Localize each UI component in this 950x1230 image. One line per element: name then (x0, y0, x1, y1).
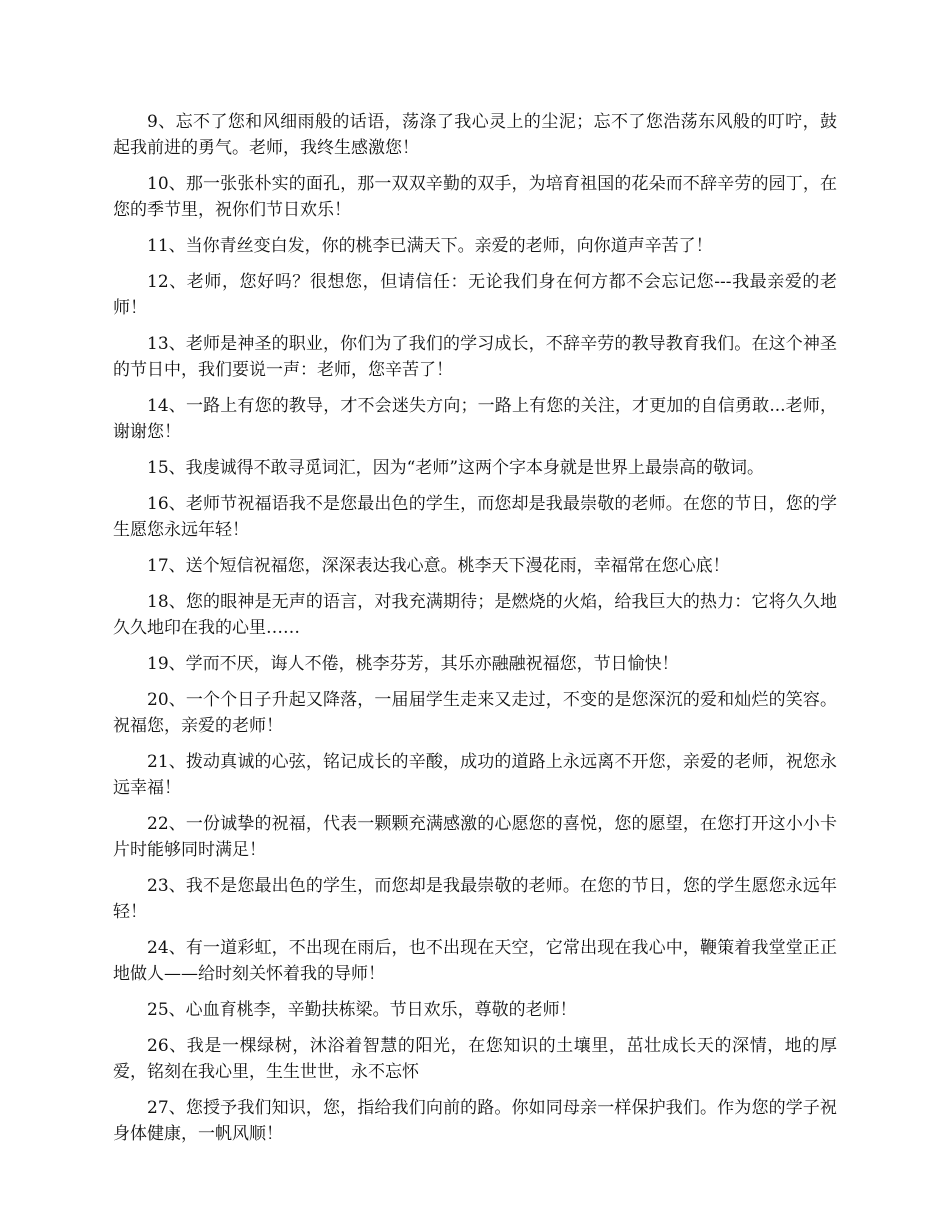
paragraph-21: 21、拨动真诚的心弦，铭记成长的辛酸，成功的道路上永远离不开您，亲爱的老师，祝您永远幸福！ (113, 752, 837, 798)
paragraph-13: 13、老师是神圣的职业，你们为了我们的学习成长，不辞辛劳的教导教育我们。在这个神圣的节日中，我们要说一声：老师，您辛苦了！ (113, 334, 837, 380)
paragraph-10: 10、那一张张朴实的面孔，那一双双辛勤的双手，为培育祖国的花朵而不辞辛劳的园丁，在您的季节里，祝你们节日欢乐！ (113, 174, 837, 220)
paragraph-14: 14、一路上有您的教导，才不会迷失方向；一路上有您的关注，才更加的自信勇敢...老师，谢谢您！ (113, 396, 837, 442)
document-body (113, 109, 837, 1157)
paragraph-22: 22、一份诚挚的祝福，代表一颗颗充满感激的心愿您的喜悦，您的愿望，在您打开这小小卡片时能够同时满足！ (113, 814, 837, 860)
paragraph-20: 20、一个个日子升起又降落，一届届学生走来又走过，不变的是您深沉的爱和灿烂的笑容。祝福您，亲爱的老师！ (113, 690, 837, 736)
paragraph-11: 11、当你青丝变白发，你的桃李已满天下。亲爱的老师，向你道声辛苦了！ (147, 236, 713, 256)
paragraph-24: 24、有一道彩虹，不出现在雨后，也不出现在天空，它常出现在我心中，鞭策着我堂堂正正地做人——给时刻关怀着我的导师！ (113, 938, 837, 984)
paragraph-26: 26、我是一棵绿树，沐浴着智慧的阳光，在您知识的土壤里，茁壮成长天的深情，地的厚爱，铭刻在我心里，生生世世，永不忘怀 (113, 1036, 837, 1082)
paragraph-19: 19、学而不厌，诲人不倦，桃李芬芳，其乐亦融融祝福您，节日愉快！ (147, 654, 679, 674)
paragraph-16: 16、老师节祝福语我不是您最出色的学生，而您却是我最崇敬的老师。在您的节日，您的学生愿您永远年轻！ (113, 494, 837, 540)
paragraph-23: 23、我不是您最出色的学生，而您却是我最崇敬的老师。在您的节日，您的学生愿您永远年轻！ (113, 876, 837, 922)
paragraph-12: 12、老师，您好吗？很想您，但请信任：无论我们身在何方都不会忘记您---我最亲爱的老师！ (113, 272, 837, 318)
paragraph-18: 18、您的眼神是无声的语言，对我充满期待；是燃烧的火焰，给我巨大的热力：它将久久地久久地印在我的心里…… (113, 592, 837, 638)
paragraph-15: 15、我虔诚得不敢寻觅词汇，因为“老师”这两个字本身就是世界上最崇高的敬词。 (147, 458, 765, 478)
paragraph-9: 9、忘不了您和风细雨般的话语，荡涤了我心灵上的尘泥；忘不了您浩荡东风般的叮咛，鼓起我前进的勇气。老师，我终生感激您！ (113, 112, 837, 158)
paragraph-27: 27、您授予我们知识，您，指给我们向前的路。你如同母亲一样保护我们。作为您的学子祝身体健康，一帆风顺！ (113, 1098, 837, 1144)
paragraph-17: 17、送个短信祝福您，深深表达我心意。桃李天下漫花雨，幸福常在您心底！ (147, 556, 730, 576)
paragraph-25: 25、心血育桃李，辛勤扶栋梁。节日欢乐，尊敬的老师！ (147, 1000, 577, 1020)
